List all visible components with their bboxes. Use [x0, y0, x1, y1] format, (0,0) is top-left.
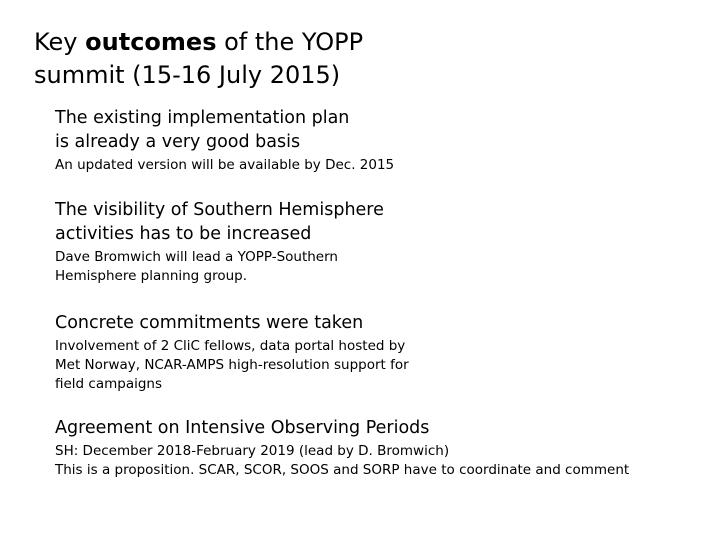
outcome-detail [55, 248, 705, 286]
detail-line: Met Norway, NCAR-AMPS high-resolution support for [55, 357, 409, 373]
detail-line: field campaigns [55, 376, 163, 392]
detail-line: An updated version will be available by Dec. 2015 [55, 157, 395, 173]
title-line-2: summit (15-16 July 2015) [34, 61, 341, 89]
outcome-detail [55, 156, 705, 175]
detail-line: Involvement of 2 CliC fellows, data portal hosted by [55, 338, 406, 354]
detail-line: This is a proposition. SCAR, SCOR, SOOS and SORP have to coordinate and comment [55, 462, 630, 478]
outcome-heading [55, 311, 705, 335]
outcome-3 [55, 311, 705, 394]
outcome-1 [55, 106, 705, 175]
heading-line: The visibility of Southern Hemisphere [55, 200, 384, 220]
outcome-heading [55, 198, 705, 246]
heading-line: Concrete commitments were taken [55, 313, 364, 333]
heading-line: Agreement on Intensive Observing Periods [55, 418, 430, 438]
outcome-heading [55, 106, 705, 154]
slide-title [34, 26, 694, 92]
title-prefix: Key [34, 28, 86, 56]
outcome-detail [55, 337, 705, 394]
title-suffix: of the YOPP [216, 28, 364, 56]
heading-line: The existing implementation plan [55, 108, 350, 128]
outcome-heading [55, 416, 705, 440]
title-emphasis: outcomes [85, 28, 217, 56]
detail-line: Hemisphere planning group. [55, 268, 248, 284]
outcome-detail [55, 442, 705, 480]
outcome-4 [55, 416, 705, 480]
detail-line: Dave Bromwich will lead a YOPP-Southern [55, 249, 338, 265]
detail-line: SH: December 2018-February 2019 (lead by D. Bromwich) [55, 443, 450, 459]
heading-line: is already a very good basis [55, 132, 301, 152]
heading-line: activities has to be increased [55, 224, 312, 244]
outcome-2 [55, 198, 705, 286]
